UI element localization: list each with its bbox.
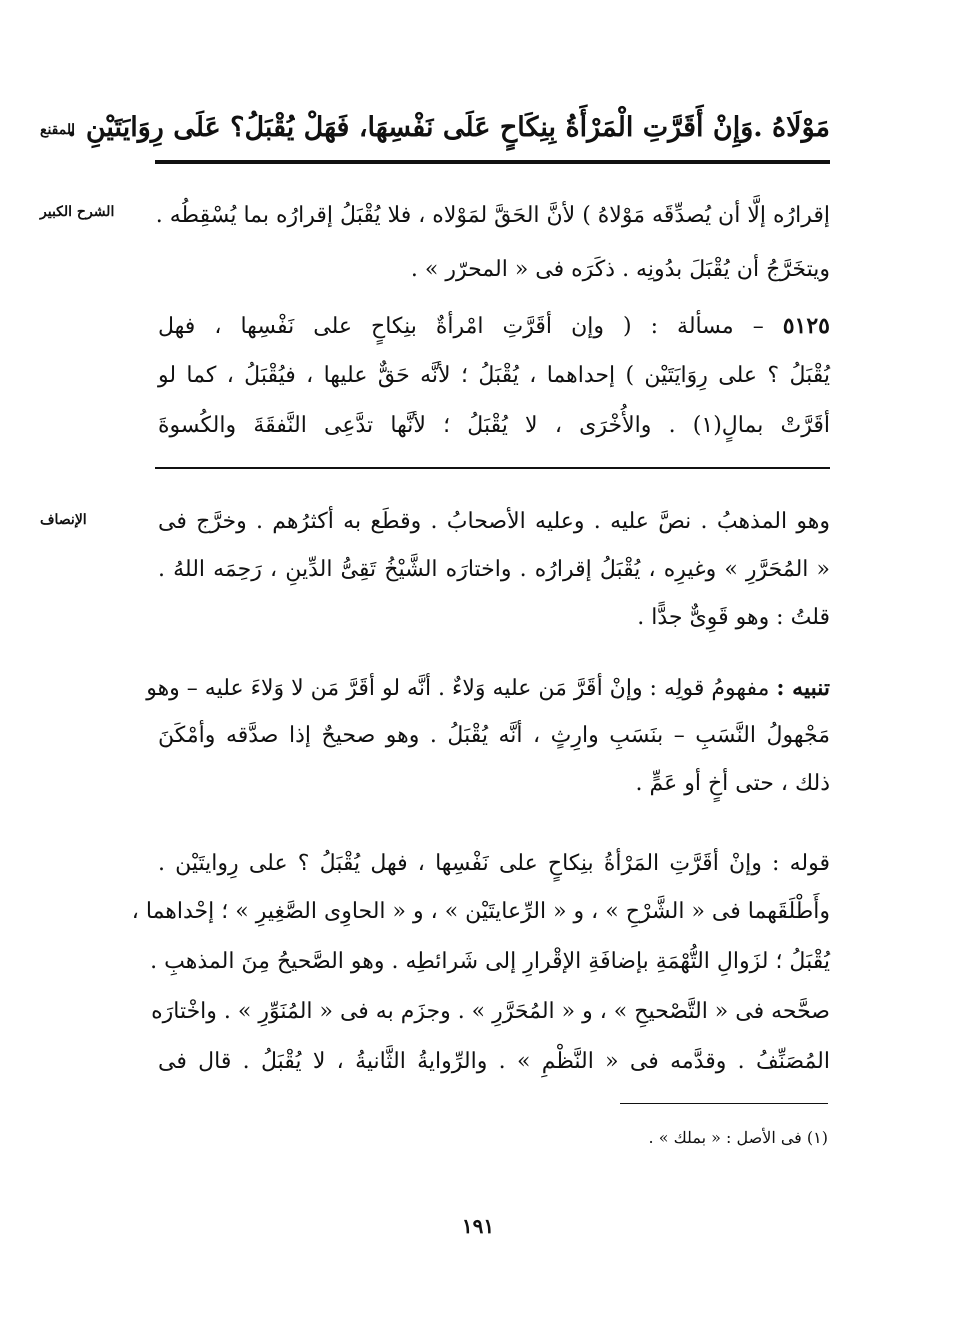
sharh-line-4: يُقْبَلُ ؟ على رِوَايَتَيْن ) إحداهما ، يُقْبَلُ ؛ لأنَّه حَقٌّ عليها ، فيُقْبَلُ ، كما لو <box>158 363 830 388</box>
label-sharh: الشرح الكبير <box>40 204 115 220</box>
page-number: ١٩١ <box>461 1214 495 1238</box>
issue-number: ٥١٢٥ <box>782 313 830 339</box>
sharh-divider <box>155 467 830 469</box>
insaf-p2-line-2: مَجْهولُ النَّسَبِ – بنَسَبِ وارِثٍ ، أنَّه يُقْبَلُ . وهو صحيحٌ إذا صدَّقه وأمْكَنَ <box>158 723 830 748</box>
footnote-divider <box>620 1103 828 1104</box>
sharh-line-1: إقرارُه إلَّا أن يُصدِّقَه مَوْلاهُ ) لأنَّ الحَقَّ لمَوْلاه ، فلا يُقْبَلُ إقرارُه بما يُسْقِطُه . <box>155 203 830 228</box>
insaf-p3-line-1: قوله : وإنْ أقَرَّتِ المَرْأةُ بنِكاحٍ على نَفْسِها ، فهل يُقْبَلُ ؟ على رِوايتَيْن . <box>158 851 830 876</box>
label-mugni: المقنع <box>40 122 76 138</box>
mugni-divider <box>155 160 830 164</box>
insaf-p3-line-4: صحَّحه فى « التَّصْحيحِ » ، و « المُحَرَّرِ » . وجزَم به فى « المُنَوِّرِ » . واخْتارَه <box>151 999 830 1024</box>
sharh-line-3: ٥١٢٥ – مسألة : ( وإن أقَرَّتِ امْرأةٌ بنِكاحٍ على نَفْسِها ، فهل <box>158 313 830 339</box>
insaf-p3-line-3: يُقْبَلُ ؛ لزَوالِ التُّهْمَةِ بإضافَةِ الإقْرارِ إلى شَرائطِه . وهو الصَّحيحُ مِنَ المذهبِ . <box>150 949 830 974</box>
insaf-p2-line-1: تنبيه : مفهومُ قولِه : وإنْ أقَرَّ مَن عليه وَلاءٌ . أنَّه لو أقَرَّ مَن لا وَلاءَ عليه – وهو <box>146 675 830 701</box>
insaf-p1-line-2: « المُحَرَّرِ » وغيرِه ، يُقْبَلُ إقرارُه . واختارَه الشَّيْخُ تَقِىُّ الدِّينِ ، رَحِمَه اللهُ . <box>158 557 830 582</box>
insaf-p3-line-2: وأَطْلَقَهما فى « الشَّرْحِ » ، و « الرِّعايتَيْن » ، و « الحاوِى الصَّغِيرِ » ؛ إحْداهما ، <box>131 899 830 924</box>
label-insaf: الإنصاف <box>40 512 87 528</box>
sharh-line-2: ويتخَرَّجُ أن يُقْبَلَ بدُونِه . ذكَرَه فى « المحرّر » . <box>410 257 830 282</box>
insaf-p1-line-1: وهو المذهبُ . نصَّ عليه . وعليه الأصحابُ . وقطَع به أكثرُهم . وخرَّج فى <box>158 509 830 534</box>
sharh-line-5: أقَرَّتْ بمالٍ(١) . والأُخْرَى ، لا يُقْبَلُ ؛ لأنَّها تدَّعِى النَّفقَةَ والكُسوةَ <box>158 413 831 438</box>
footnote: (١) فى الأصل : « بملك » . <box>648 1128 828 1147</box>
insaf-p1-line-3: قلتُ : وهو قَوِىٌّ جدًّا . <box>637 605 830 630</box>
tanbih-label: تنبيه : <box>776 675 830 701</box>
insaf-p3-line-5: المُصَنِّفُ . وقدَّمه فى « النَّظْمِ » . والرِّوايةُ الثَّانيةُ ، لا يُقْبَلُ . قال فى <box>158 1049 830 1074</box>
insaf-p2-line-3: ذلك ، حتى أخٍ أو عَمٍّ . <box>635 771 830 796</box>
mugni-text: مَوْلَاهُ .وَإِنْ أَقَرَّتِ الْمَرْأَةُ بِنِكَاحٍ عَلَى نَفْسِهَا، فَهَلْ يُقْبَلُ؟ عَلَى رِوَايَتَيْنِ . <box>67 112 830 143</box>
